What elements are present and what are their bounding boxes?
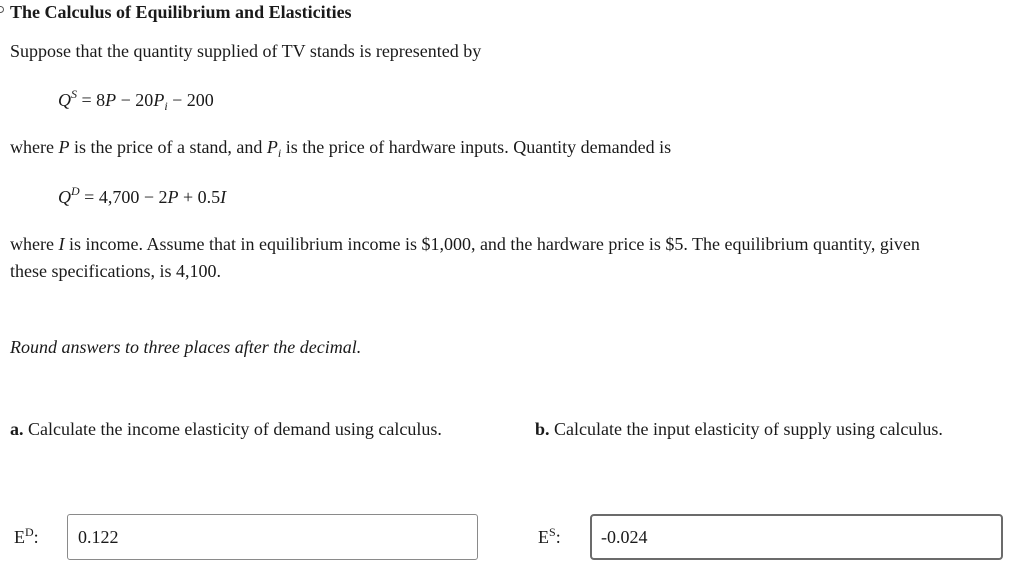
where-income-text: where I is income. Assume that in equilibrium income is $1,000, and the hardware price is $5. The equilibrium quantity, given — [10, 234, 920, 254]
where-price-text: where P is the price of a stand, and $P_i$ is the price of hardware inputs. Quantity demanded is — [10, 137, 672, 160]
answer-b-label: $E^S$: — [538, 525, 561, 547]
equilibrium-quantity-text: these specifications, is 4,100. — [10, 261, 221, 281]
answer-a-label: $E^D$: — [14, 525, 39, 547]
income-elasticity-input[interactable] — [67, 514, 478, 560]
demand-equation: $Q^D = 4,700 - 2P + 0.5I$ — [58, 184, 227, 207]
page-title: The Calculus of Equilibrium and Elasticities — [10, 2, 352, 22]
rounding-instruction: Round answers to three places after the decimal. — [10, 337, 362, 357]
section-bullet-icon — [0, 6, 4, 13]
intro-text: Suppose that the quantity supplied of TV stands is represented by — [10, 41, 482, 61]
question-a: a. Calculate the income elasticity of demand using calculus. — [10, 419, 442, 439]
input-elasticity-input[interactable] — [590, 514, 1003, 560]
question-b: b. Calculate the input elasticity of supply using calculus. — [535, 419, 943, 439]
supply-equation: $Q^S = 8P - 20P_i - 200$ — [58, 87, 214, 113]
